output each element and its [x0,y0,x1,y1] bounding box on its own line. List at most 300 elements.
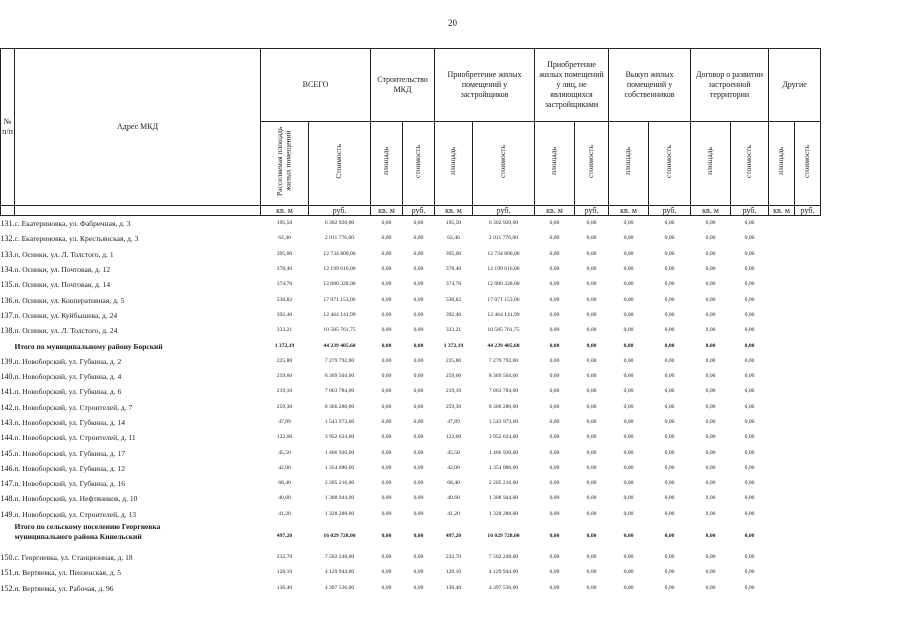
row-value: 0,00 [549,250,560,257]
row-value: 0,00 [744,532,755,539]
row-value [795,277,821,292]
row-value: 0,00 [744,296,755,303]
row-value: 0,00 [744,327,755,334]
row-value: 62,40 [447,235,460,242]
row-value [795,476,821,491]
row-value: 0,00 [549,434,560,441]
row-value: 0,00 [586,510,597,517]
row-value [795,491,821,506]
row-value: 225,80 [445,357,462,364]
row-value: 47,89 [447,419,460,425]
row-address: п. Новоборский, ул. Губкина, д. 6 [14,387,122,397]
row-value: 7 063 784,00 [488,388,519,395]
row-value: 3 952 624,00 [488,434,519,441]
header-sub-label: стоимость [664,144,674,178]
header-group-nondeveloper-purchase: Приобретение жилых помещений у лиц, не являющихся застройщиками [535,49,609,122]
row-value [769,491,795,506]
row-value [795,384,821,399]
row-value [795,507,821,522]
unit-label: руб. [795,206,821,216]
header-group-developer-purchase: Приобретение жилых помещений у застройщиков [435,49,535,122]
row-value: 0,00 [549,342,560,349]
row-value [795,565,821,580]
row-value: 136,40 [445,584,462,591]
table-row [1,216,821,232]
unit-label: руб. [649,206,691,216]
row-value: 0,00 [744,480,755,487]
row-value: 17 071 153,06 [487,296,520,303]
row-value: 0,00 [664,388,675,395]
row-value: 0,00 [549,495,560,502]
row-value: 0,00 [623,434,634,441]
row-value: 0,00 [705,569,716,576]
unit-label: кв. м [535,206,575,216]
row-value: 0,00 [381,419,392,425]
table-row [1,369,821,384]
row-value: 0,00 [744,266,755,273]
row-value [769,384,795,399]
row-value [795,292,821,307]
row-value: 0,00 [381,584,392,591]
header-sub-1 [309,122,371,206]
row-value: 122,60 [276,434,293,441]
header-address: Адрес МКД [15,49,261,206]
row-address: п. Новоборский, ул. Строителей, д. 13 [14,509,136,519]
unit-label: руб. [731,206,769,216]
row-value: 0,00 [705,250,716,257]
row-value: 232,70 [276,554,293,561]
row-value: 1 543 973,60 [324,419,355,425]
table-row [1,476,821,491]
row-value: 259,60 [445,373,462,380]
table-row [1,415,821,430]
row-value: 0,00 [549,554,560,561]
row-value: 1 466 920,00 [488,449,519,456]
row-value: 0,00 [586,388,597,395]
row-value [769,476,795,491]
row-value [769,415,795,430]
row-value: 0,00 [705,281,716,288]
row-value [769,550,795,565]
row-value: 0,00 [381,434,392,441]
row-value: 10 585 761,75 [323,327,356,334]
row-value: 0,00 [705,266,716,273]
row-value: 0,00 [381,311,392,318]
row-value: 0,00 [413,311,424,318]
table-row [1,262,821,277]
row-value: 16 029 728,00 [323,532,356,539]
row-value [795,369,821,384]
row-value: 47,89 [278,419,291,425]
row-value: 1 466 920,00 [324,449,355,456]
row-value: 42,00 [447,464,460,471]
header-sub-label: стоимость [802,144,812,178]
row-value: 2 205 216,00 [324,480,355,487]
table-row [1,400,821,415]
row-value: 0,00 [381,281,392,288]
row-value [795,415,821,430]
header-sub-label: площадь [381,147,391,175]
row-value: 0,00 [705,434,716,441]
row-value: 232,70 [445,554,462,561]
row-value: 0,00 [586,266,597,273]
row-value [769,565,795,580]
row-value: 0,00 [586,327,597,334]
row-value [769,445,795,460]
row-number: 150. [0,553,15,563]
row-value: 259,30 [445,403,462,410]
row-value: 0,00 [549,419,560,425]
row-value: 12 464 141,99 [487,311,520,318]
row-value: 0,00 [744,357,755,364]
header-sub-0 [261,122,309,206]
row-value: 497,20 [276,532,293,539]
row-value [795,430,821,445]
unit-label: кв. м [691,206,731,216]
row-value: 378,40 [276,266,293,273]
header-sub-label: стоимость [586,144,596,178]
row-number: 148. [0,494,15,504]
unit-label: кв. м [261,206,309,216]
table-row [1,323,821,338]
row-address: п. Осинки, ул. Л. Толстого, д. 1 [14,249,114,259]
row-value: 0,00 [664,480,675,487]
unit-label: руб. [403,206,435,216]
row-value: 0,00 [413,357,424,364]
row-value: 3 952 624,00 [324,434,355,441]
page-number: 20 [448,18,457,28]
row-number: 136. [0,295,15,305]
row-value: 0,00 [381,373,392,380]
row-value [769,308,795,323]
row-value: 0,00 [744,388,755,395]
row-value: 0,00 [381,357,392,364]
row-value: 0,00 [705,419,716,425]
row-value: 136,40 [276,584,293,591]
row-value: 0,00 [413,281,424,288]
row-value: 0,00 [664,510,675,517]
unit-label: кв. м [371,206,403,216]
header-sub-label: Стоимость [334,143,344,179]
row-value: 0,00 [623,464,634,471]
row-value: 0,00 [586,449,597,456]
row-value: 0,00 [381,250,392,257]
row-value: 0,00 [623,373,634,380]
row-value [795,338,821,353]
row-value: 0,00 [664,250,675,257]
row-value: 0,00 [381,388,392,395]
row-value: 45,50 [447,449,460,456]
row-value: 41,20 [278,510,291,517]
row-value: 0,00 [744,510,755,517]
row-value: 0,00 [623,449,634,456]
row-value [769,522,795,550]
row-value: 0,00 [744,584,755,591]
row-value: 10 585 761,75 [487,327,520,334]
row-value: 0,00 [586,373,597,380]
table-row [1,507,821,522]
row-value: 392,40 [276,311,293,318]
row-value [769,323,795,338]
row-value: 0,00 [381,532,392,539]
row-value: 259,60 [276,373,293,380]
total-row [1,338,821,353]
row-value: 0,00 [413,495,424,502]
row-value: 0,00 [664,327,675,334]
row-value: 0,00 [586,419,597,425]
table-row [1,430,821,445]
row-value [769,262,795,277]
row-value: 0,00 [413,403,424,410]
row-address: п. Новоборский, ул. Губкина, д. 12 [14,463,125,473]
row-value: 128,10 [276,569,293,576]
row-value [795,262,821,277]
row-value: 0,00 [413,449,424,456]
header-sub-13 [795,122,821,206]
row-value: 0,00 [413,220,424,227]
row-address: п. Новоборский, ул. Губкина, д. 17 [14,448,125,458]
row-value: 1 372,19 [443,342,464,349]
row-number: 144. [0,433,15,443]
row-value: 0,00 [586,434,597,441]
row-value: 0,00 [549,266,560,273]
row-value: 4 397 536,00 [488,584,519,591]
row-value: 0,00 [413,235,424,242]
row-value: 0,00 [664,434,675,441]
table-row [1,292,821,307]
row-value: 0,00 [413,532,424,539]
row-value: 0,00 [705,584,716,591]
row-value: 0,00 [705,403,716,410]
row-value: 8 366 280,00 [488,403,519,410]
row-number: 149. [0,509,15,519]
row-value: 0,00 [413,434,424,441]
row-address: п. Новоборский, ул. Губкина, д. 16 [14,479,125,489]
row-value: 0,00 [664,311,675,318]
row-value: 1 372,19 [274,342,295,349]
row-value: 0,00 [586,235,597,242]
row-value [769,400,795,415]
row-value: 12 080 328,00 [487,281,520,288]
row-value: 0,00 [664,464,675,471]
row-value: 0,00 [744,569,755,576]
header-sub-label: площадь [448,147,458,175]
row-value: 122,60 [445,434,462,441]
row-value: 0,00 [705,480,716,487]
row-number [1,338,15,353]
row-value: 0,00 [664,419,675,425]
row-value [795,231,821,246]
row-value: 0,00 [705,311,716,318]
row-value [795,247,821,262]
row-value: 4 129 944,00 [324,569,355,576]
row-value: 0,00 [586,357,597,364]
row-value: 7 279 792,00 [324,357,355,364]
row-value: 0,00 [744,235,755,242]
row-value: 0,00 [413,373,424,380]
row-value: 0,00 [705,464,716,471]
row-value: 0,00 [549,281,560,288]
row-value: 0,00 [381,296,392,303]
row-value: 0,00 [623,311,634,318]
row-value: 0,00 [381,220,392,227]
unit-label: руб. [309,206,371,216]
row-value: 0,00 [549,464,560,471]
row-value: 0,00 [586,220,597,227]
row-address: п. Новоборский, ул. Нефтяников, д. 10 [14,494,138,504]
row-value [795,323,821,338]
row-value: 0,00 [549,510,560,517]
row-value: 219,10 [276,388,293,395]
row-value: 0,00 [549,373,560,380]
header-sub-5 [473,122,535,206]
table-row [1,491,821,506]
row-number: 135. [0,280,15,290]
row-value: 0,00 [623,569,634,576]
row-value: 0,00 [705,296,716,303]
row-value: 0,00 [744,464,755,471]
row-value: 0,00 [586,495,597,502]
row-value: 0,00 [705,554,716,561]
table-row [1,354,821,369]
table-row [1,231,821,246]
row-value: 0,00 [586,480,597,487]
row-value [769,430,795,445]
row-value: 6 302 920,00 [324,220,355,227]
row-value: 195,50 [445,220,462,227]
row-number: 139. [0,356,15,366]
row-value: 0,00 [413,342,424,349]
row-value: 259,30 [276,403,293,410]
row-value: 195,50 [276,220,293,227]
row-value: 0,00 [413,419,424,425]
row-value: 0,00 [623,510,634,517]
header-sub-2 [371,122,403,206]
row-address: п. Вертяевка, ул. Пензенская, д. 5 [14,568,122,578]
row-value: 16 029 728,00 [487,532,520,539]
row-value: 0,00 [664,342,675,349]
row-value: 0,00 [623,327,634,334]
row-number: 152. [0,583,15,593]
row-value: 128,10 [445,569,462,576]
row-value: 12 199 616,00 [487,266,520,273]
row-number: 141. [0,387,15,397]
row-address: п. Осинки, ул. Почтовая, д. 14 [14,280,111,290]
row-value: 1 328 288,00 [488,510,519,517]
row-value: 497,20 [445,532,462,539]
row-value: 0,00 [664,281,675,288]
row-value [795,461,821,476]
row-value: 0,00 [744,342,755,349]
header-sub-8 [609,122,649,206]
row-number: 137. [0,310,15,320]
row-value: 0,00 [664,449,675,456]
row-value: 6 302 920,00 [488,220,519,227]
row-value: 2 011 776,00 [488,235,519,242]
row-value: 0,00 [586,584,597,591]
row-value: 0,00 [623,584,634,591]
row-value: 0,00 [664,235,675,242]
row-value: 0,00 [623,296,634,303]
row-value: 0,00 [549,532,560,539]
row-value: 7 502 248,00 [324,554,355,561]
row-value: 0,00 [623,480,634,487]
row-value: 0,00 [744,403,755,410]
header-number: № п/п [1,49,15,206]
row-value: 538,82 [276,296,293,303]
row-value: 2 011 776,00 [324,235,355,242]
unit-label: кв. м [769,206,795,216]
row-value: 0,00 [549,569,560,576]
header-sub-10 [691,122,731,206]
row-value: 0,00 [549,327,560,334]
row-value: 225,80 [276,357,293,364]
row-address: п. Осинки, ул. Почтовая, д. 12 [14,265,111,275]
row-value: 392,40 [445,311,462,318]
row-value: 0,00 [549,449,560,456]
row-value: 0,00 [586,554,597,561]
row-address: п. Осинки, ул. Л. Толстого, д. 24 [14,326,118,336]
row-value [769,581,795,596]
row-value: 40,60 [278,495,291,502]
header-sub-label: стоимость [413,144,423,178]
table-row [1,384,821,399]
table-row [1,445,821,460]
row-value [795,550,821,565]
row-value [769,292,795,307]
row-value: 0,00 [623,388,634,395]
row-value: 378,40 [445,266,462,273]
total-title: Итого по сельскому поселению Георгиевка [14,521,161,531]
row-value: 0,00 [664,532,675,539]
row-value: 0,00 [413,569,424,576]
header-group-territory-agreement: Договор о развитии застроенной территории [691,49,769,122]
row-value [769,277,795,292]
total-title-line2: муниципального района Кинельский [14,531,142,541]
row-value: 0,00 [664,373,675,380]
header-group-construction: Строительство МКД [371,49,435,122]
row-value: 0,00 [623,532,634,539]
row-number: 142. [0,402,15,412]
row-value: 7 063 784,00 [324,388,355,395]
row-value: 0,00 [381,495,392,502]
row-value: 12 734 800,00 [487,250,520,257]
row-address: с. Екатериновка, ул. Фабричная, д. 3 [14,219,131,229]
row-value [795,400,821,415]
row-value: 0,00 [705,220,716,227]
row-value: 0,00 [623,266,634,273]
row-value: 0,00 [586,464,597,471]
table-row [1,461,821,476]
header-group-total: ВСЕГО [261,49,371,122]
row-value: 45,50 [278,449,291,456]
row-value: 0,00 [744,434,755,441]
row-value: 68,40 [447,480,460,487]
row-value: 0,00 [623,419,634,425]
row-number: 133. [0,249,15,259]
row-value: 2 205 216,00 [488,480,519,487]
row-value: 0,00 [413,388,424,395]
row-value [769,338,795,353]
header-sub-label: площадь [705,147,715,175]
header-sub-label: площадь [623,147,633,175]
row-value: 0,00 [381,403,392,410]
header-sub-7 [575,122,609,206]
row-value: 12 734 800,00 [323,250,356,257]
row-value: 395,00 [276,250,293,257]
row-address: с. Екатериновка, ул. Крестьянская, д. 3 [14,234,139,244]
row-value: 12 199 616,00 [323,266,356,273]
